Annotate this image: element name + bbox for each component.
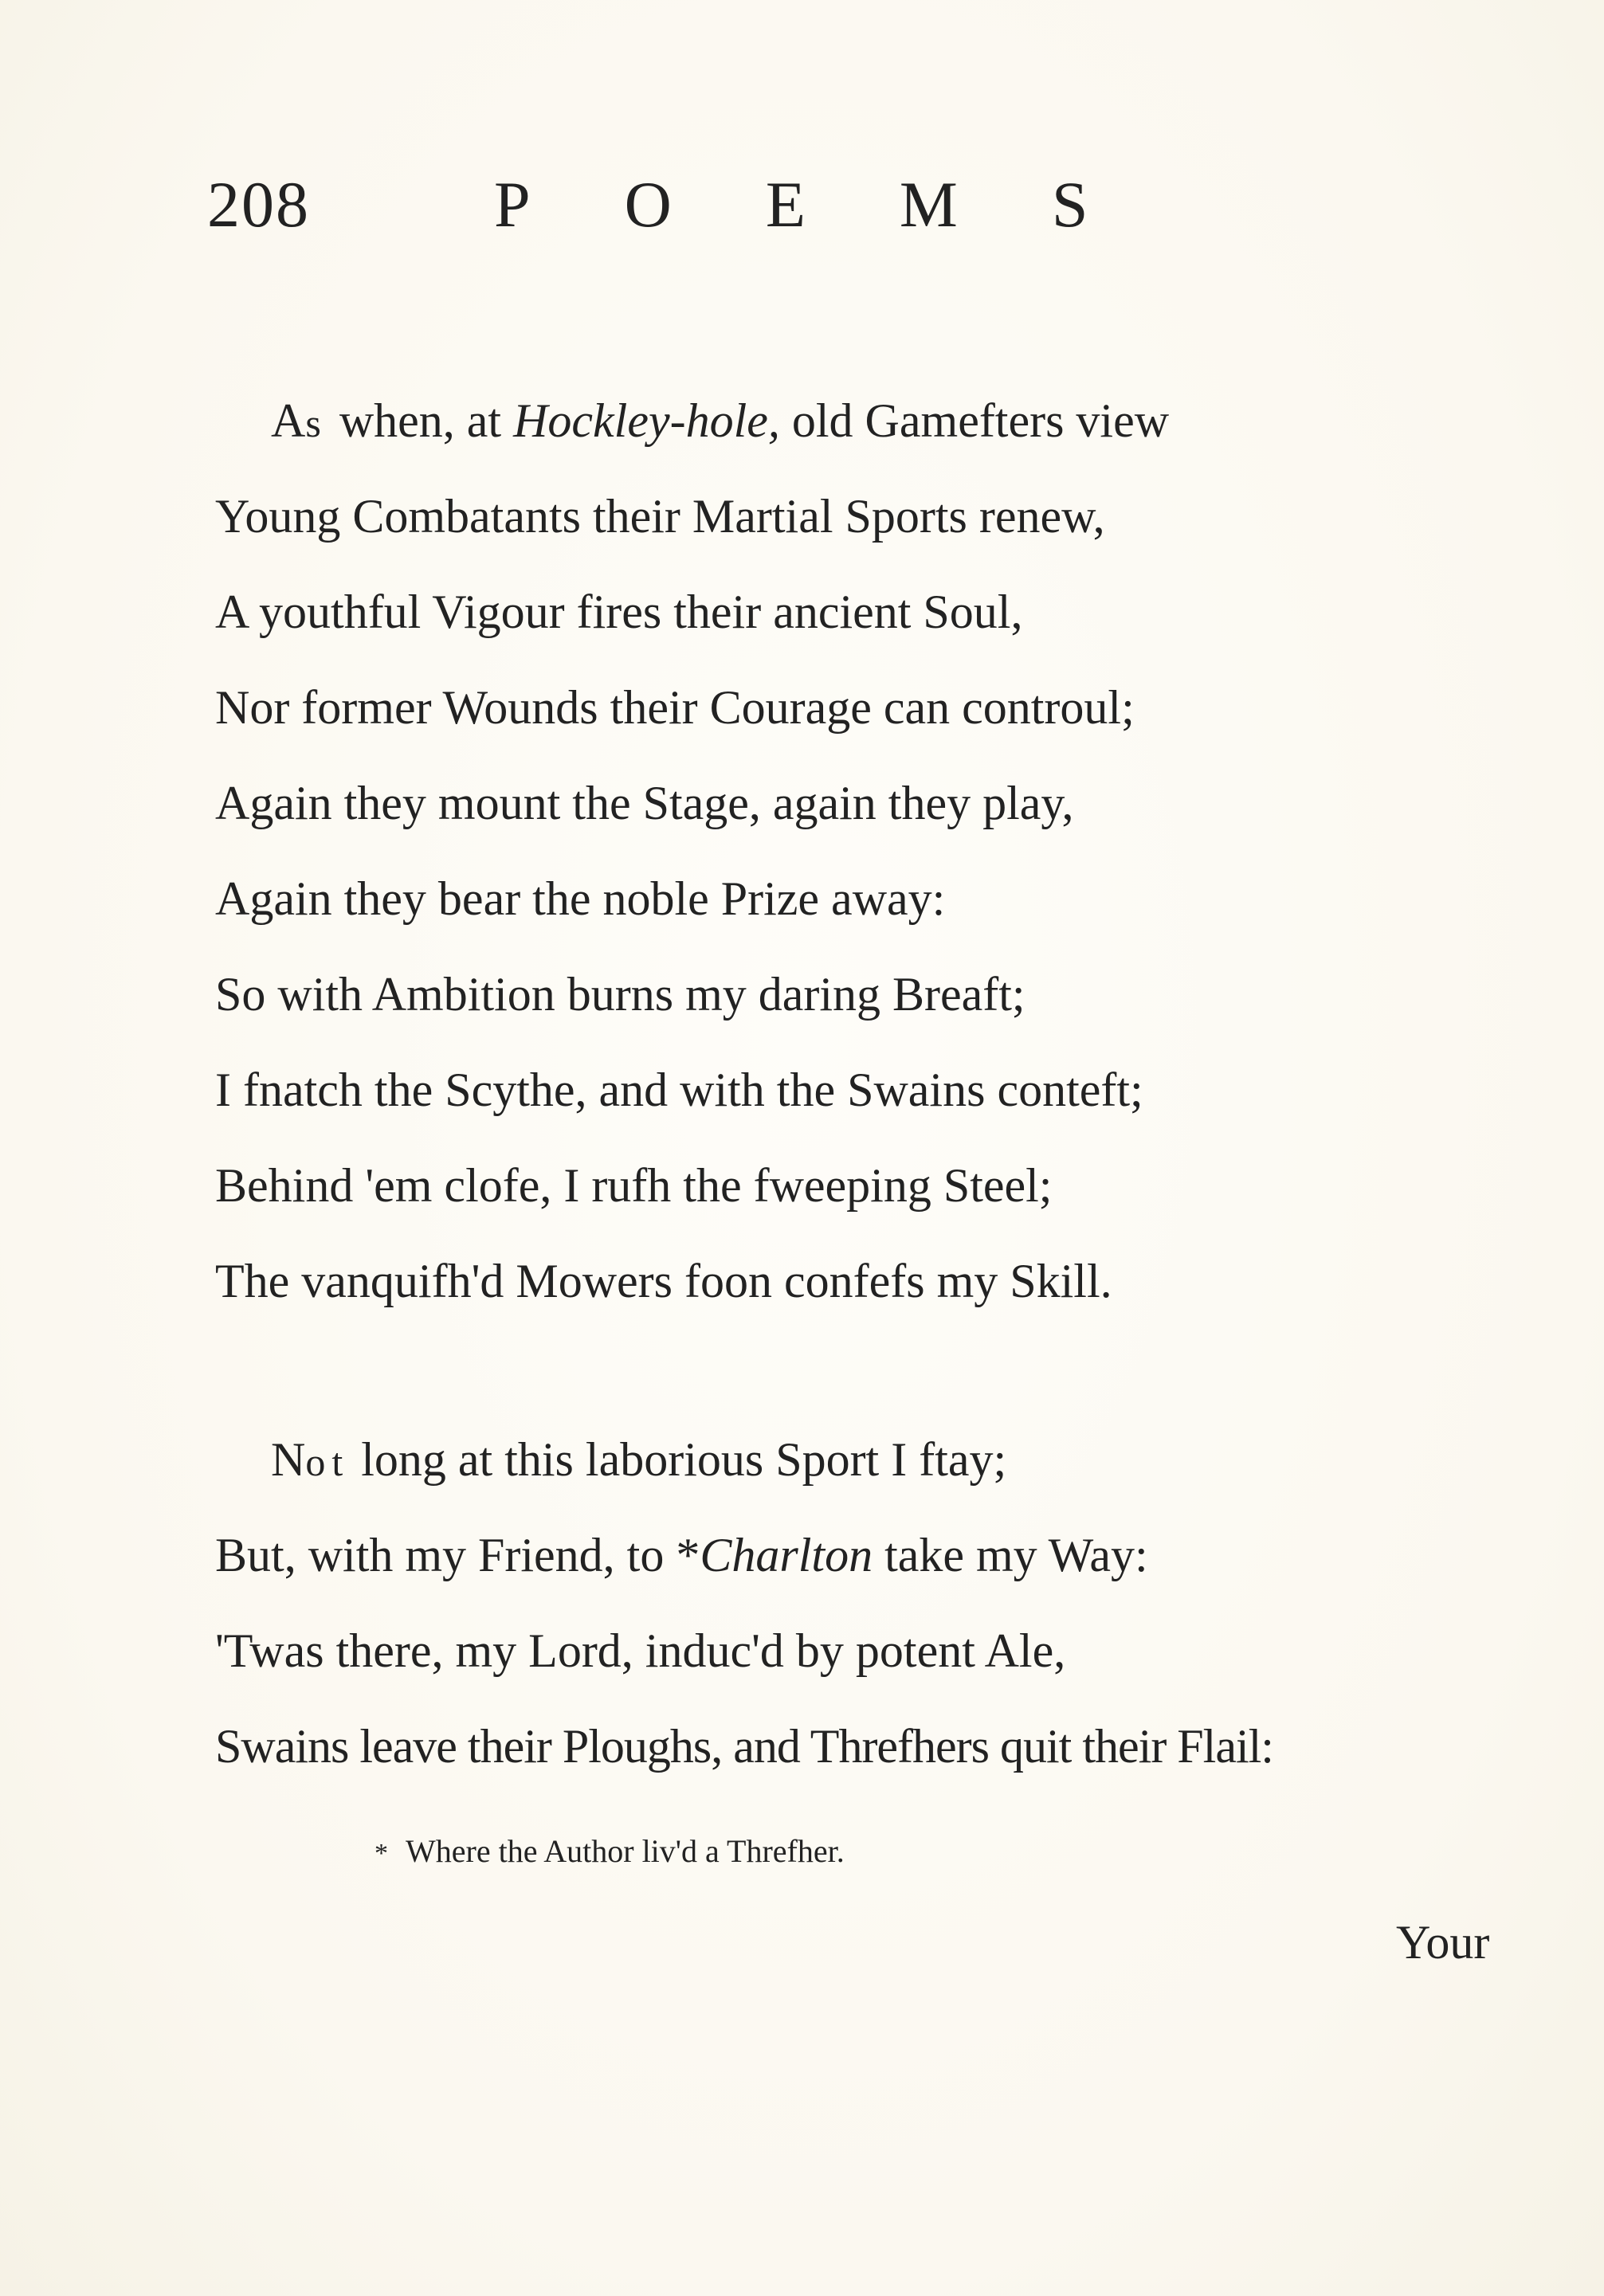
verse-line: Behind 'em clofe, I rufh the fweeping Steel;	[215, 1159, 1053, 1212]
verse-text: Swains leave their Ploughs, and Threfhers quit their Flail:	[215, 1720, 1273, 1773]
verse-line: Again they mount the Stage, again they play,	[215, 777, 1074, 829]
catchword: Your	[1396, 1916, 1490, 1969]
small-caps-text: s	[305, 401, 327, 445]
footnote	[375, 1832, 845, 1870]
verse-line: Nor former Wounds their Courage can controul;	[215, 681, 1135, 734]
verse-line: A youthful Vigour fires their ancient Soul,	[215, 586, 1023, 638]
verse-line: Young Combatants their Martial Sports renew,	[215, 490, 1105, 543]
running-title: POEMS	[494, 168, 1182, 241]
initial-letter: A	[271, 394, 306, 447]
verse-line: I fnatch the Scythe, and with the Swains conteft;	[215, 1064, 1143, 1116]
stanza-2	[215, 1420, 1570, 1802]
verse-text: when, at	[327, 394, 514, 447]
stanza-1	[215, 381, 1570, 1337]
page-number: 208	[207, 168, 310, 241]
footnote-reference-mark: *	[676, 1529, 700, 1581]
verse-line	[215, 1706, 1570, 1802]
verse-line: The vanquifh'd Mowers foon confefs my Skill.	[215, 1255, 1112, 1307]
verse-line: 'Twas there, my Lord, induc'd by potent Ale,	[215, 1624, 1066, 1677]
verse-line	[215, 1420, 1570, 1515]
initial-letter: N	[271, 1433, 306, 1486]
verse-text: long at this laborious Sport I ftay;	[349, 1433, 1007, 1486]
verse-line: Again they bear the noble Prize away:	[215, 872, 946, 925]
verse-text: But, with my Friend, to	[215, 1529, 677, 1581]
verse-text: take my Way:	[873, 1529, 1148, 1581]
italic-place-name: Charlton	[700, 1529, 873, 1581]
small-caps-text: ot	[305, 1440, 350, 1484]
verse-line: So with Ambition burns my daring Breaft;	[215, 968, 1026, 1021]
italic-place-name: Hockley-hole,	[513, 394, 780, 447]
verse-text: old Gamefters view	[779, 394, 1170, 447]
verse-line	[215, 381, 1570, 476]
verse-line	[215, 1515, 1570, 1611]
footnote-text: Where the Author liv'd a Threfher.	[406, 1833, 845, 1869]
footnote-mark: *	[375, 1839, 388, 1868]
page-header	[207, 167, 1402, 247]
